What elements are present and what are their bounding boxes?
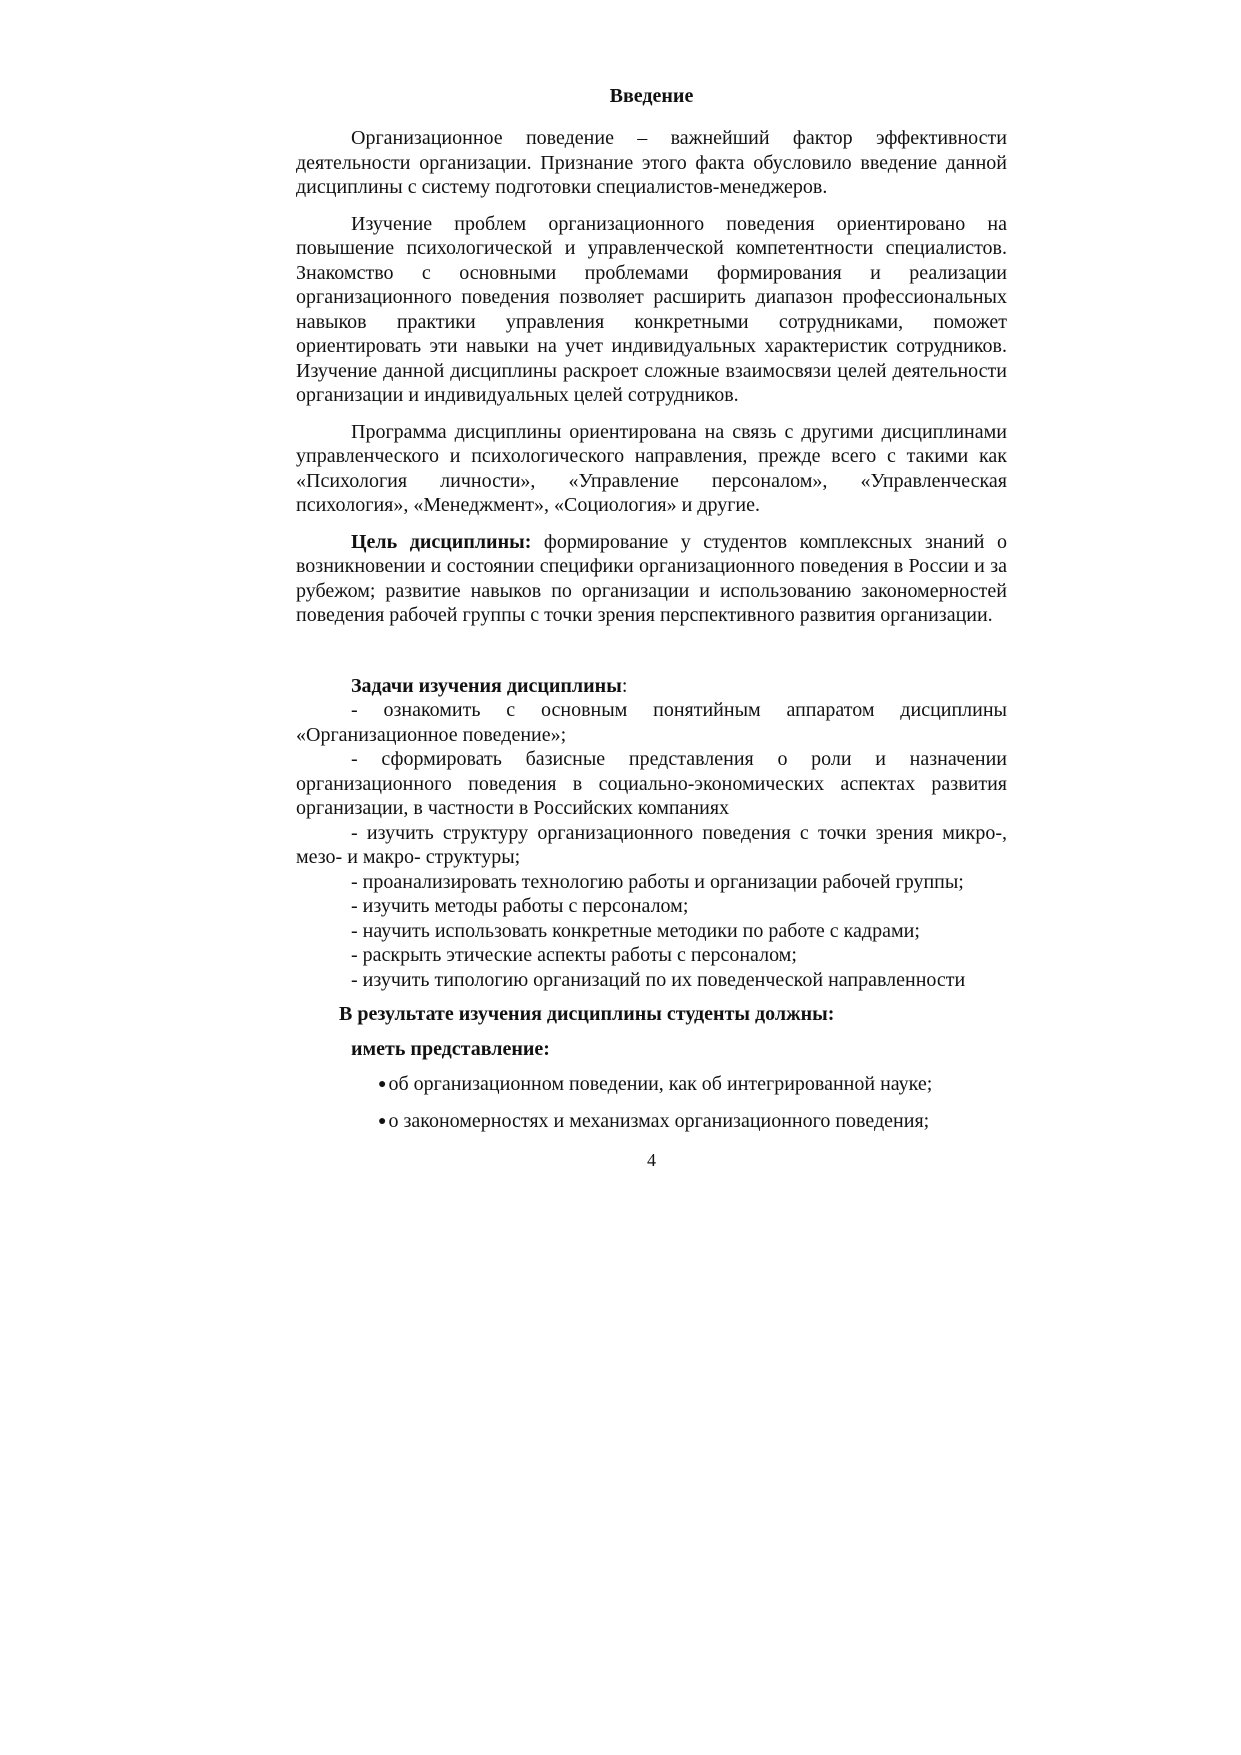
- task-item: - изучить структуру организационного поведения с точки зрения микро-, мезо- и макро- структуры;: [296, 821, 1007, 868]
- tasks-heading-colon: :: [621, 674, 628, 697]
- goal-text: формирование у студентов комплексных знаний о возникновении и состоянии специфики организационного поведения в России и за рубежом; развитие навыков по организации и использованию закономерностей поведения рабочей группы с точки зрения перспективного развития организации.: [296, 530, 1007, 626]
- task-item: - научить использовать конкретные методики по работе с кадрами;: [351, 919, 920, 942]
- goal-label: Цель дисциплины:: [351, 530, 532, 553]
- tasks-heading: [296, 674, 1007, 699]
- intro-paragraph-3: Программа дисциплины ориентирована на связь с другими дисциплинами управленческого и психологического направления, прежде всего с такими как «Психология личности», «Управление персоналом», «Управленческая психология», «Менеджмент», «Социология» и другие.: [296, 420, 1007, 516]
- task-item: - проанализировать технологию работы и организации рабочей группы;: [351, 870, 964, 893]
- page-title: Введение: [609, 85, 694, 107]
- results-heading: В результате изучения дисциплины студенты должны:: [339, 1003, 835, 1025]
- intro-paragraph-2: Изучение проблем организационного поведения ориентировано на повышение психологической и управленческой компетентности специалистов. Знакомство с основными проблемами формирования и реализации организационного поведения позволяет расширить диапазон профессиональных навыков практики управления конкретными сотрудниками, поможет ориентировать эти навыки на учет индивидуальных характеристик сотрудников. Изучение данной дисциплины раскроет сложные взаимосвязи целей деятельности организации и индивидуальных целей сотрудников.: [296, 212, 1007, 406]
- tasks-list: [296, 698, 1007, 992]
- representation-heading: иметь представление:: [351, 1037, 550, 1060]
- page-number: 4: [647, 1150, 656, 1170]
- bullet-icon: ●: [378, 1077, 387, 1092]
- intro-paragraph-1: Организационное поведение – важнейший фактор эффективности деятельности организации. Признание этого факта обусловило введение данной дисциплины с систему подготовки специалистов-менеджеров.: [296, 127, 1007, 198]
- representation-item-text: об организационном поведении, как об интегрированной науке;: [388, 1073, 933, 1095]
- bullet-icon: ●: [378, 1113, 387, 1129]
- representation-item: [296, 1109, 1007, 1135]
- task-item: - изучить типологию организаций по их поведенческой направленности: [351, 968, 966, 991]
- task-item: - сформировать базисные представления о роли и назначении организационного поведения в социально-экономических аспектах развития организации, в частности в Российских компаниях: [296, 748, 1007, 819]
- representation-item: [296, 1072, 1007, 1098]
- goal-paragraph: [296, 530, 1007, 628]
- representation-item-text: о закономерностях и механизмах организационного поведения;: [388, 1109, 930, 1132]
- page-content: [296, 84, 1007, 1173]
- tasks-heading-label: Задачи изучения дисциплины: [351, 674, 622, 697]
- task-item: - ознакомить с основным понятийным аппаратом дисциплины «Организационное поведение»;: [296, 699, 1007, 746]
- task-item: - раскрыть этические аспекты работы с персоналом;: [351, 944, 797, 966]
- task-item: - изучить методы работы с персоналом;: [351, 895, 689, 917]
